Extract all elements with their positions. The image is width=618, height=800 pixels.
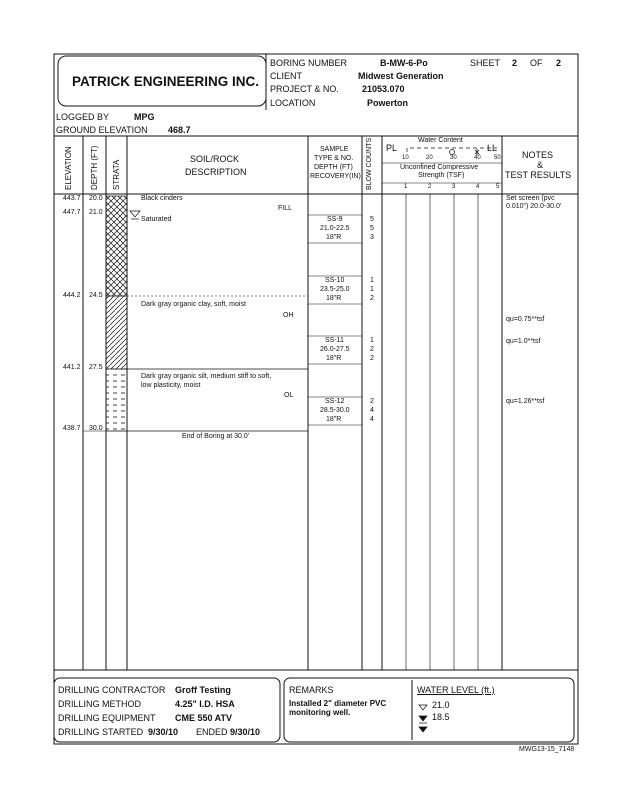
blow-count: 3 <box>370 234 374 241</box>
notes-header-1: NOTES <box>522 150 554 160</box>
sample-depth: 26.0-27.5 <box>320 346 350 353</box>
soil-description: Saturated <box>141 216 172 223</box>
blow-count: 2 <box>370 295 374 302</box>
tick-top: 10 <box>402 155 409 161</box>
ended-value: 9/30/10 <box>230 727 261 737</box>
uscs-code: OH <box>283 312 294 319</box>
equipment-value: CME 550 ATV <box>175 713 233 723</box>
method-value: 4.25" I.D. HSA <box>175 699 235 709</box>
method-label: DRILLING METHOD <box>58 699 142 709</box>
note: qu=0.75**tsf <box>506 316 545 323</box>
soil-header-1: SOIL/ROCK <box>190 154 240 164</box>
tick-top: 20 <box>426 155 433 161</box>
location-value: Powerton <box>367 98 409 108</box>
ground-elevation-value: 468.7 <box>168 125 191 135</box>
logged-by-value: MPG <box>134 112 155 122</box>
elevation-header: ELEVATION <box>64 146 73 190</box>
ucs-label-1: Unconfined Compressive <box>400 164 479 171</box>
contractor-label: DRILLING CONTRACTOR <box>58 685 166 695</box>
note: 0.010") 20.0-30.0' <box>506 203 562 210</box>
sample-id: SS-10 <box>325 277 345 284</box>
sample-header-3: DEPTH (FT) <box>314 164 353 171</box>
water-level-value: 21.0 <box>432 700 450 710</box>
strata-header: STRATA <box>112 159 121 190</box>
soil-description: Dark gray organic clay, soft, moist <box>141 301 246 308</box>
elevation-value: 447.7 <box>63 209 81 216</box>
contractor-value: Groff Testing <box>175 685 231 695</box>
project-value: 21053.070 <box>362 84 405 94</box>
logged-by-label: LOGGED BY <box>56 112 110 122</box>
remarks-label: REMARKS <box>289 685 334 695</box>
tick-bottom: 4 <box>476 184 480 190</box>
notes-header-3: TEST RESULTS <box>505 170 572 180</box>
sample-depth: 21.0-22.5 <box>320 225 350 232</box>
equipment-label: DRILLING EQUIPMENT <box>58 713 156 723</box>
ended-label: ENDED <box>196 727 228 737</box>
blow-count: 5 <box>370 225 374 232</box>
started-value: 9/30/10 <box>148 727 179 737</box>
ucs-label-2: Strength (TSF) <box>418 172 465 179</box>
elevation-value: 441.2 <box>63 364 81 371</box>
end-of-boring: End of Boring at 30.0' <box>182 433 250 440</box>
soil-description: Dark gray organic silt, medium stiff to soft, <box>141 373 272 380</box>
blow-count: 2 <box>370 398 374 405</box>
soil-description: low plasticity, moist <box>141 382 201 389</box>
ll-label: LL <box>487 143 498 153</box>
elevation-value: 438.7 <box>63 425 81 432</box>
uscs-code: FILL <box>278 205 293 212</box>
blow-count: 1 <box>370 277 374 284</box>
of-label: OF <box>530 58 543 68</box>
tick-top: 30 <box>450 155 457 161</box>
started-label: DRILLING STARTED <box>58 727 144 737</box>
water-level-label: WATER LEVEL (ft.) <box>417 685 495 695</box>
uscs-code: OL <box>284 392 294 399</box>
sample-recovery: 18"R <box>326 295 342 302</box>
note: qu=1.26**tsf <box>506 398 545 405</box>
blow-counts-header: BLOW COUNTS <box>366 137 373 190</box>
sample-recovery: 18"R <box>326 355 342 362</box>
depth-header: DEPTH (FT) <box>90 145 99 190</box>
project-label: PROJECT & NO. <box>270 84 339 94</box>
sheet-total: 2 <box>556 58 562 68</box>
blow-count: 5 <box>370 216 374 223</box>
remarks-text: Installed 2" diameter PVC <box>289 699 387 708</box>
ucs-ticks <box>382 184 502 192</box>
water-content-label: Water Content <box>418 137 463 144</box>
elevation-value: 444.2 <box>63 292 81 299</box>
blow-count: 4 <box>370 416 374 423</box>
blow-count: 1 <box>370 286 374 293</box>
depth-value: 21.0 <box>89 209 103 216</box>
document-code: MWG13-15_7148 <box>519 746 575 753</box>
tick-bottom: 2 <box>428 184 432 190</box>
depth-value: 24.5 <box>89 292 103 299</box>
tick-top: 50 <box>494 155 501 161</box>
sample-depth: 28.5-30.0 <box>320 407 350 414</box>
company-name: PATRICK ENGINEERING INC. <box>72 74 260 89</box>
sample-recovery: 18"R <box>326 234 342 241</box>
client-label: CLIENT <box>270 71 303 81</box>
tick-bottom: 5 <box>496 184 500 190</box>
pl-label: PL <box>386 143 398 153</box>
note: qu=1.0**tsf <box>506 338 541 345</box>
blow-count: 4 <box>370 407 374 414</box>
elevation-value: 443.7 <box>63 195 81 202</box>
sample-header-4: RECOVERY(IN) <box>310 173 361 180</box>
boring-number: B-MW-6-Po <box>380 58 428 68</box>
sheet-label: SHEET <box>470 58 501 68</box>
location-label: LOCATION <box>270 98 316 108</box>
water-level-value: 18.5 <box>432 712 450 722</box>
client-value: Midwest Generation <box>358 71 444 81</box>
note: Set screen (pvc <box>506 195 555 202</box>
remarks-text: monitoring well. <box>289 708 351 717</box>
sheet-number: 2 <box>512 58 518 68</box>
blow-count: 1 <box>370 337 374 344</box>
boring-number-label: BORING NUMBER <box>270 58 348 68</box>
soil-header-2: DESCRIPTION <box>185 167 247 177</box>
sample-id: SS-11 <box>325 337 344 344</box>
depth-value: 20.0 <box>89 195 103 202</box>
depth-value: 30.0 <box>89 425 103 432</box>
water-content-ticks <box>382 155 502 163</box>
sample-id: SS-9 <box>327 216 343 223</box>
ground-elevation-label: GROUND ELEVATION <box>56 125 148 135</box>
blow-count: 2 <box>370 355 374 362</box>
tick-bottom: 1 <box>404 184 408 190</box>
sample-header-1: SAMPLE <box>320 146 349 153</box>
sample-id: SS-12 <box>325 398 345 405</box>
tick-top: 40 <box>474 155 481 161</box>
sample-depth: 23.5-25.0 <box>320 286 350 293</box>
depth-value: 27.5 <box>89 364 103 371</box>
sample-header-2: TYPE & NO. <box>314 155 354 162</box>
soil-description: Black cinders <box>141 195 183 202</box>
notes-header-2: & <box>537 160 544 170</box>
tick-bottom: 3 <box>452 184 456 190</box>
blow-count: 2 <box>370 346 374 353</box>
sample-recovery: 18"R <box>326 416 342 423</box>
